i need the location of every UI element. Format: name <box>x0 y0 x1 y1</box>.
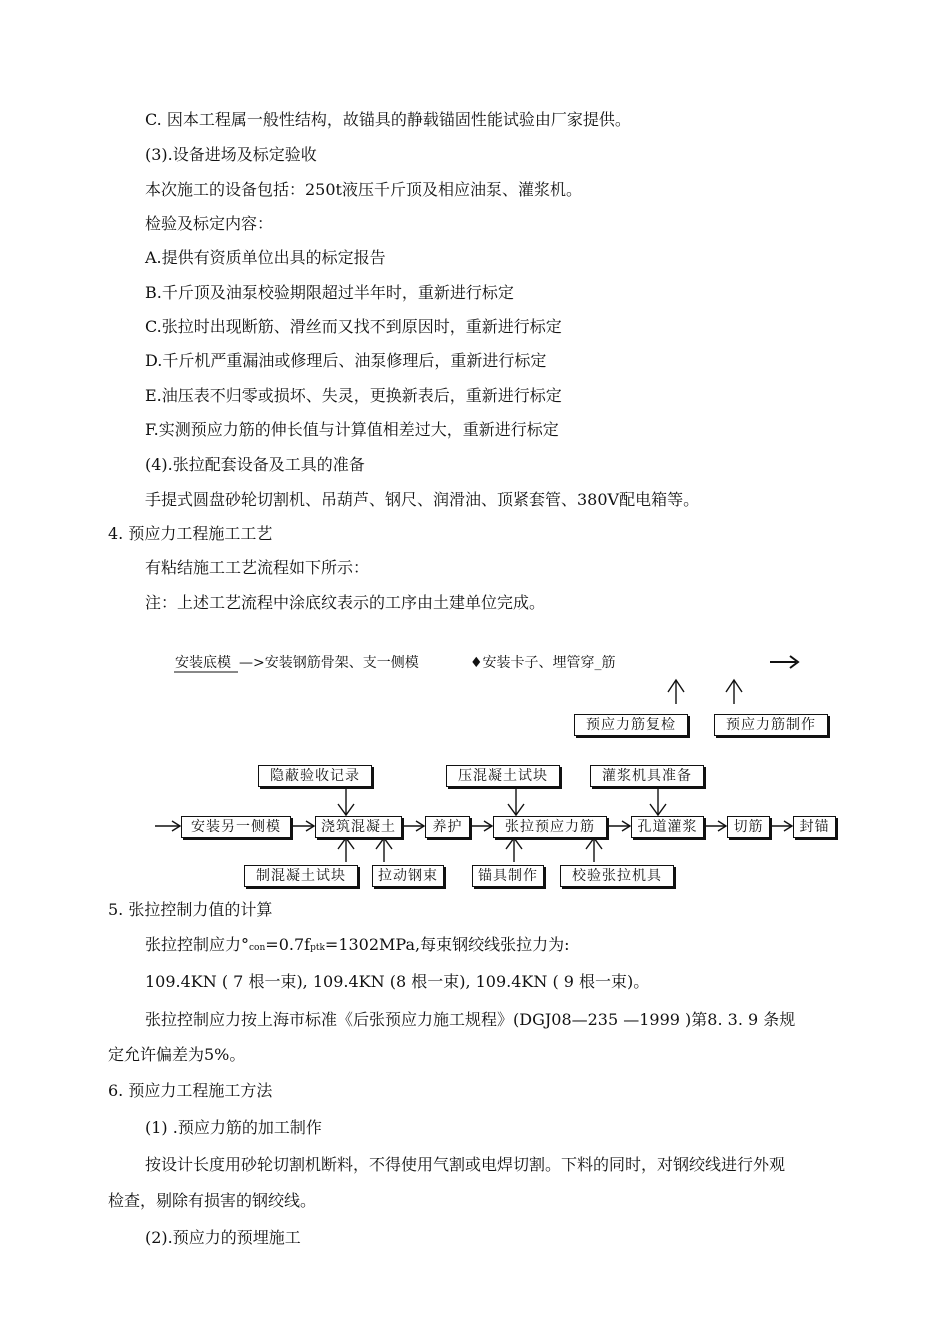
heading-4-tools: (4).张拉配套设备及工具的准备 <box>145 455 365 474</box>
box-tendon-make: 预应力筋制作 <box>714 714 828 736</box>
box-pull-strand: 拉动钢束 <box>372 865 444 887</box>
heading-6-2: (2).预应力的预埋施工 <box>145 1228 301 1247</box>
text-line-tools: 手提式圆盘砂轮切割机、吊葫芦、钢尺、润滑油、顶紧套管、380V配电箱等。 <box>145 490 700 509</box>
text-line-standard-1: 张拉控制应力按上海市标准《后张预应力施工规程》(DGJ08—235 —1999 )第8. 3. 9 条规 <box>145 1010 796 1029</box>
heading-6-1: (1) .预应力筋的加工制作 <box>145 1118 322 1137</box>
text-line-d: D.千斤机严重漏油或修理后、油泵修理后，重新进行标定 <box>145 351 547 370</box>
flow-step-install-rebar: —>安装钢筋骨架、支一侧模 <box>239 655 419 671</box>
box-grout-prep: 灌浆机具准备 <box>590 765 704 787</box>
text-line-standard-2: 定允许偏差为5%。 <box>108 1045 246 1064</box>
text-line-c: C. 因本工程属一般性结构，故锚具的静载锚固性能试验由厂家提供。 <box>145 110 631 129</box>
text-line-f: F.实测预应力筋的伸长值与计算值相差过大，重新进行标定 <box>145 420 559 439</box>
text-line-cutting-1: 按设计长度用砂轮切割机断料，不得使用气割或电焊切割。下料的同时，对钢绞线进行外观 <box>145 1155 786 1174</box>
flow-step-install-bottom-mold: 安装底模 <box>175 655 231 671</box>
text-line-c2: C.张拉时出现断筋、滑丝而又找不到原因时，重新进行标定 <box>145 317 562 336</box>
box-tendon-recheck: 预应力筋复检 <box>574 714 688 736</box>
text-line-control-stress: 张拉控制应力°con=0.7fptk=1302MPa,每束钢绞线张拉力为: <box>145 935 570 954</box>
flow-step-install-clips: ♦安装卡子、埋管穿_筋 <box>470 655 616 671</box>
heading-section-6: 6. 预应力工程施工方法 <box>108 1081 273 1100</box>
text-line-note: 注：上述工艺流程中涂底纹表示的工序由土建单位完成。 <box>145 593 546 612</box>
box-pour-concrete: 浇筑混凝土 <box>315 816 402 838</box>
heading-3-equipment: (3).设备进场及标定验收 <box>145 145 317 164</box>
box-tension: 张拉预应力筋 <box>493 816 607 838</box>
text-line-forces: 109.4KN ( 7 根一束), 109.4KN (8 根一束), 109.4KN ( 9 根一束)。 <box>145 972 650 991</box>
box-cure: 养护 <box>425 816 470 838</box>
heading-section-4: 4. 预应力工程施工工艺 <box>108 524 273 543</box>
box-duct-grout: 孔道灌浆 <box>631 816 704 838</box>
box-make-specimen: 制混凝土试块 <box>244 865 358 887</box>
text-line-inspection: 检验及标定内容： <box>145 214 274 233</box>
heading-section-5: 5. 张拉控制力值的计算 <box>108 900 273 919</box>
text-line-equipment: 本次施工的设备包括：250t液压千斤顶及相应油泵、灌浆机。 <box>145 180 582 199</box>
box-cut-tendon: 切筋 <box>727 816 770 838</box>
box-press-specimen: 压混凝土试块 <box>446 765 560 787</box>
box-seal-anchor: 封锚 <box>793 816 836 838</box>
box-calibrate-jack: 校验张拉机具 <box>560 865 674 887</box>
text-line-b: B.千斤顶及油泵校验期限超过半年时，重新进行标定 <box>145 283 514 302</box>
text-line-cutting-2: 检查，剔除有损害的钢绞线。 <box>108 1191 317 1210</box>
text-line-e: E.油压表不归零或损坏、失灵，更换新表后，重新进行标定 <box>145 386 562 405</box>
text-line-a: A.提供有资质单位出具的标定报告 <box>145 248 386 267</box>
box-install-other-mold: 安装另一侧模 <box>181 816 291 838</box>
text-line-flow-intro: 有粘结施工工艺流程如下所示： <box>145 558 370 577</box>
box-anchor-make: 锚具制作 <box>472 865 544 887</box>
box-hidden-acceptance: 隐蔽验收记录 <box>258 765 372 787</box>
